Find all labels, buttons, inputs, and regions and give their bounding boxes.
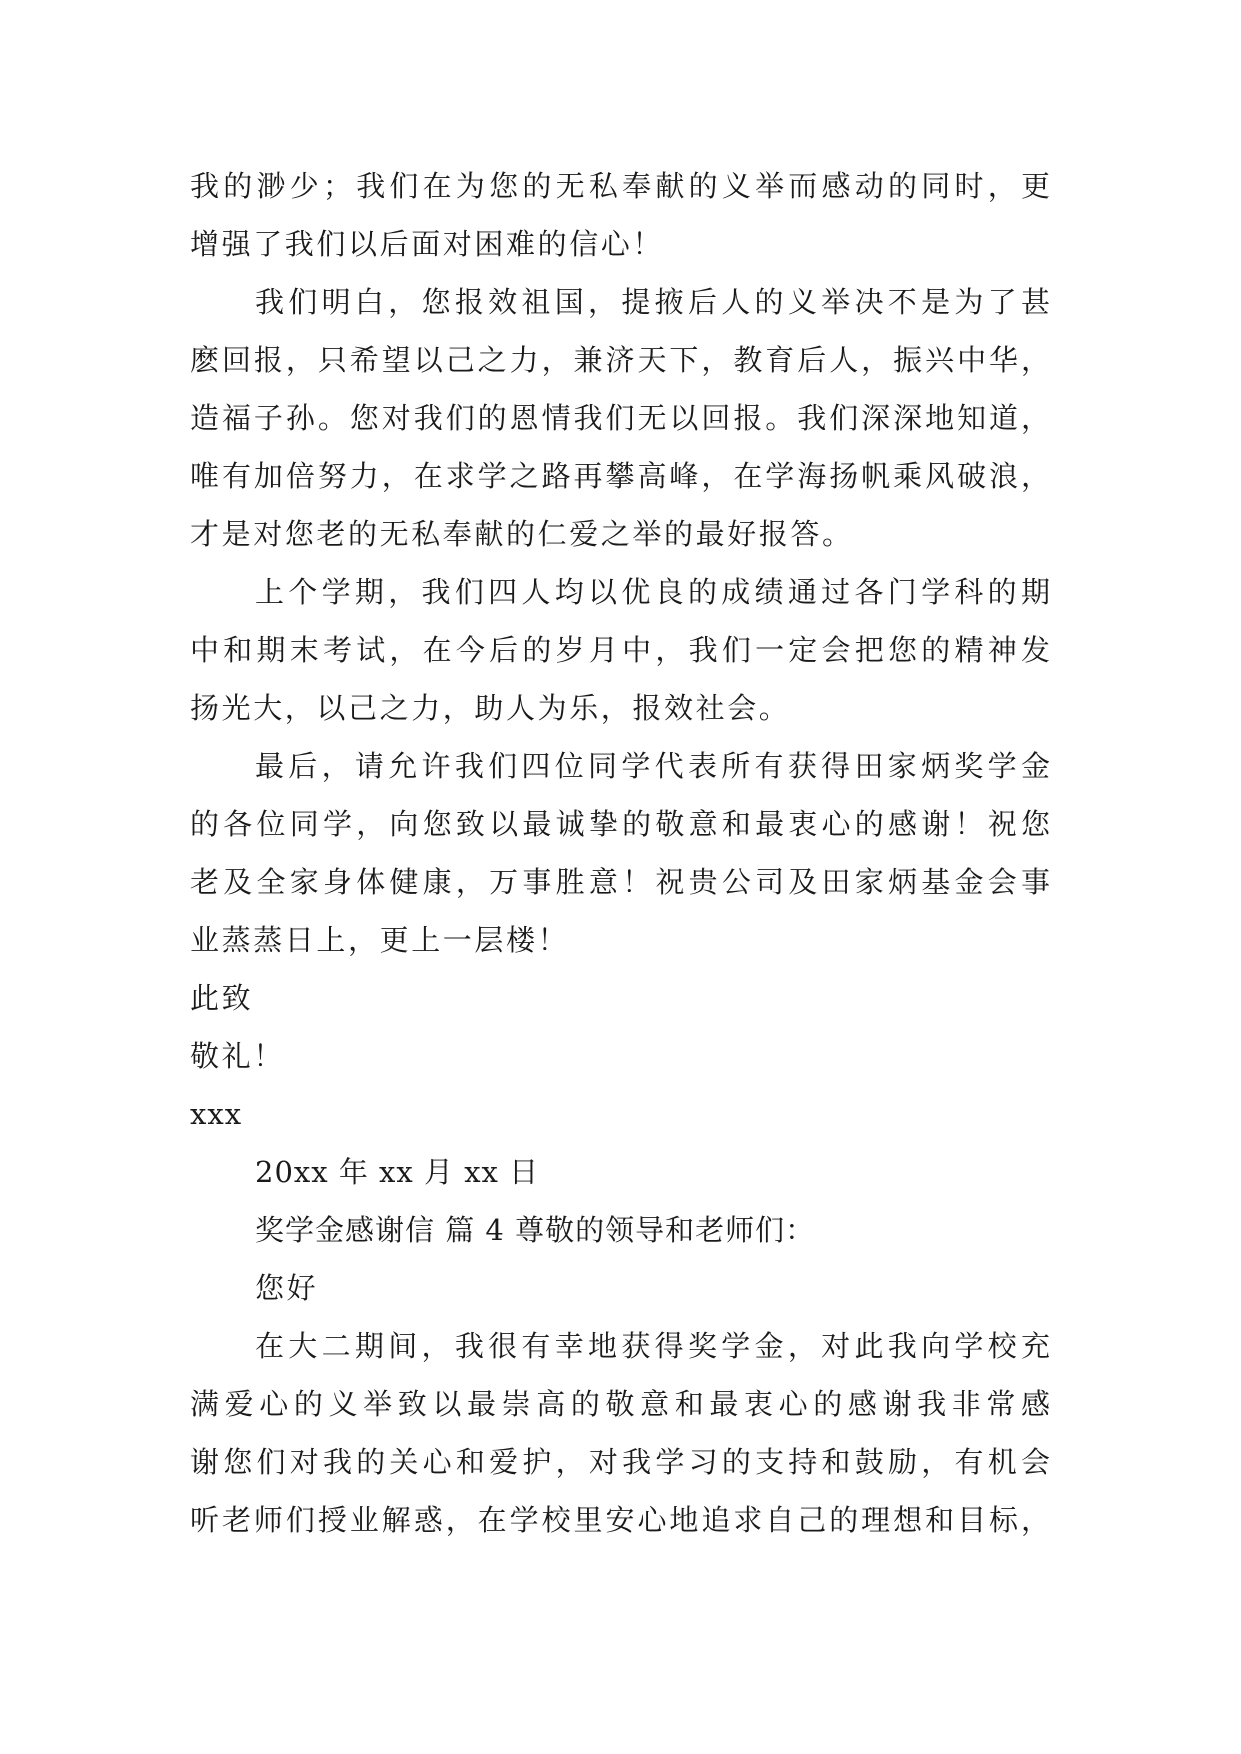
text-line: 增强了我们以后面对困难的信心！: [190, 227, 665, 261]
signature-name: xxx: [190, 1097, 243, 1131]
text-line: 扬光大，以己之力，助人为乐，报效社会。: [190, 691, 791, 725]
greeting: 您好: [255, 1271, 319, 1305]
closing-salutation: 此致: [190, 981, 254, 1015]
section-heading: 奖学金感谢信 篇 4 尊敬的领导和老师们：: [255, 1213, 816, 1247]
paragraph-start-line: 在大二期间，我很有幸地获得奖学金，对此我向学校充: [255, 1329, 1050, 1363]
text-line: 唯有加倍努力，在求学之路再攀高峰，在学海扬帆乘风破浪，: [190, 459, 1050, 493]
paragraph-start-line: 最后，请允许我们四位同学代表所有获得田家炳奖学金: [255, 749, 1050, 783]
closing-regards: 敬礼！: [190, 1039, 285, 1073]
text-line: 我的渺少；我们在为您的无私奉献的义举而感动的同时，更: [190, 169, 1050, 203]
paragraph-start-line: 我们明白，您报效祖国，提掖后人的义举决不是为了甚: [255, 285, 1050, 319]
text-line: 才是对您老的无私奉献的仁爱之举的最好报答。: [190, 517, 854, 551]
text-line: 谢您们对我的关心和爱护，对我学习的支持和鼓励，有机会: [190, 1445, 1050, 1479]
text-line: 满爱心的义举致以最崇高的敬意和最衷心的感谢我非常感: [190, 1387, 1050, 1421]
text-line: 麽回报，只希望以己之力，兼济天下，教育后人，振兴中华，: [190, 343, 1050, 377]
paragraph-start-line: 上个学期，我们四人均以优良的成绩通过各门学科的期: [255, 575, 1050, 609]
letter-date: 20xx 年 xx 月 xx 日: [255, 1155, 540, 1189]
text-line: 听老师们授业解惑，在学校里安心地追求自己的理想和目标，: [190, 1503, 1050, 1537]
text-line: 业蒸蒸日上，更上一层楼！: [190, 923, 570, 957]
text-line: 中和期末考试，在今后的岁月中，我们一定会把您的精神发: [190, 633, 1050, 667]
text-line: 造福子孙。您对我们的恩情我们无以回报。我们深深地知道，: [190, 401, 1050, 435]
text-line: 的各位同学，向您致以最诚挚的敬意和最衷心的感谢！祝您: [190, 807, 1050, 841]
text-line: 老及全家身体健康，万事胜意！祝贵公司及田家炳基金会事: [190, 865, 1050, 899]
